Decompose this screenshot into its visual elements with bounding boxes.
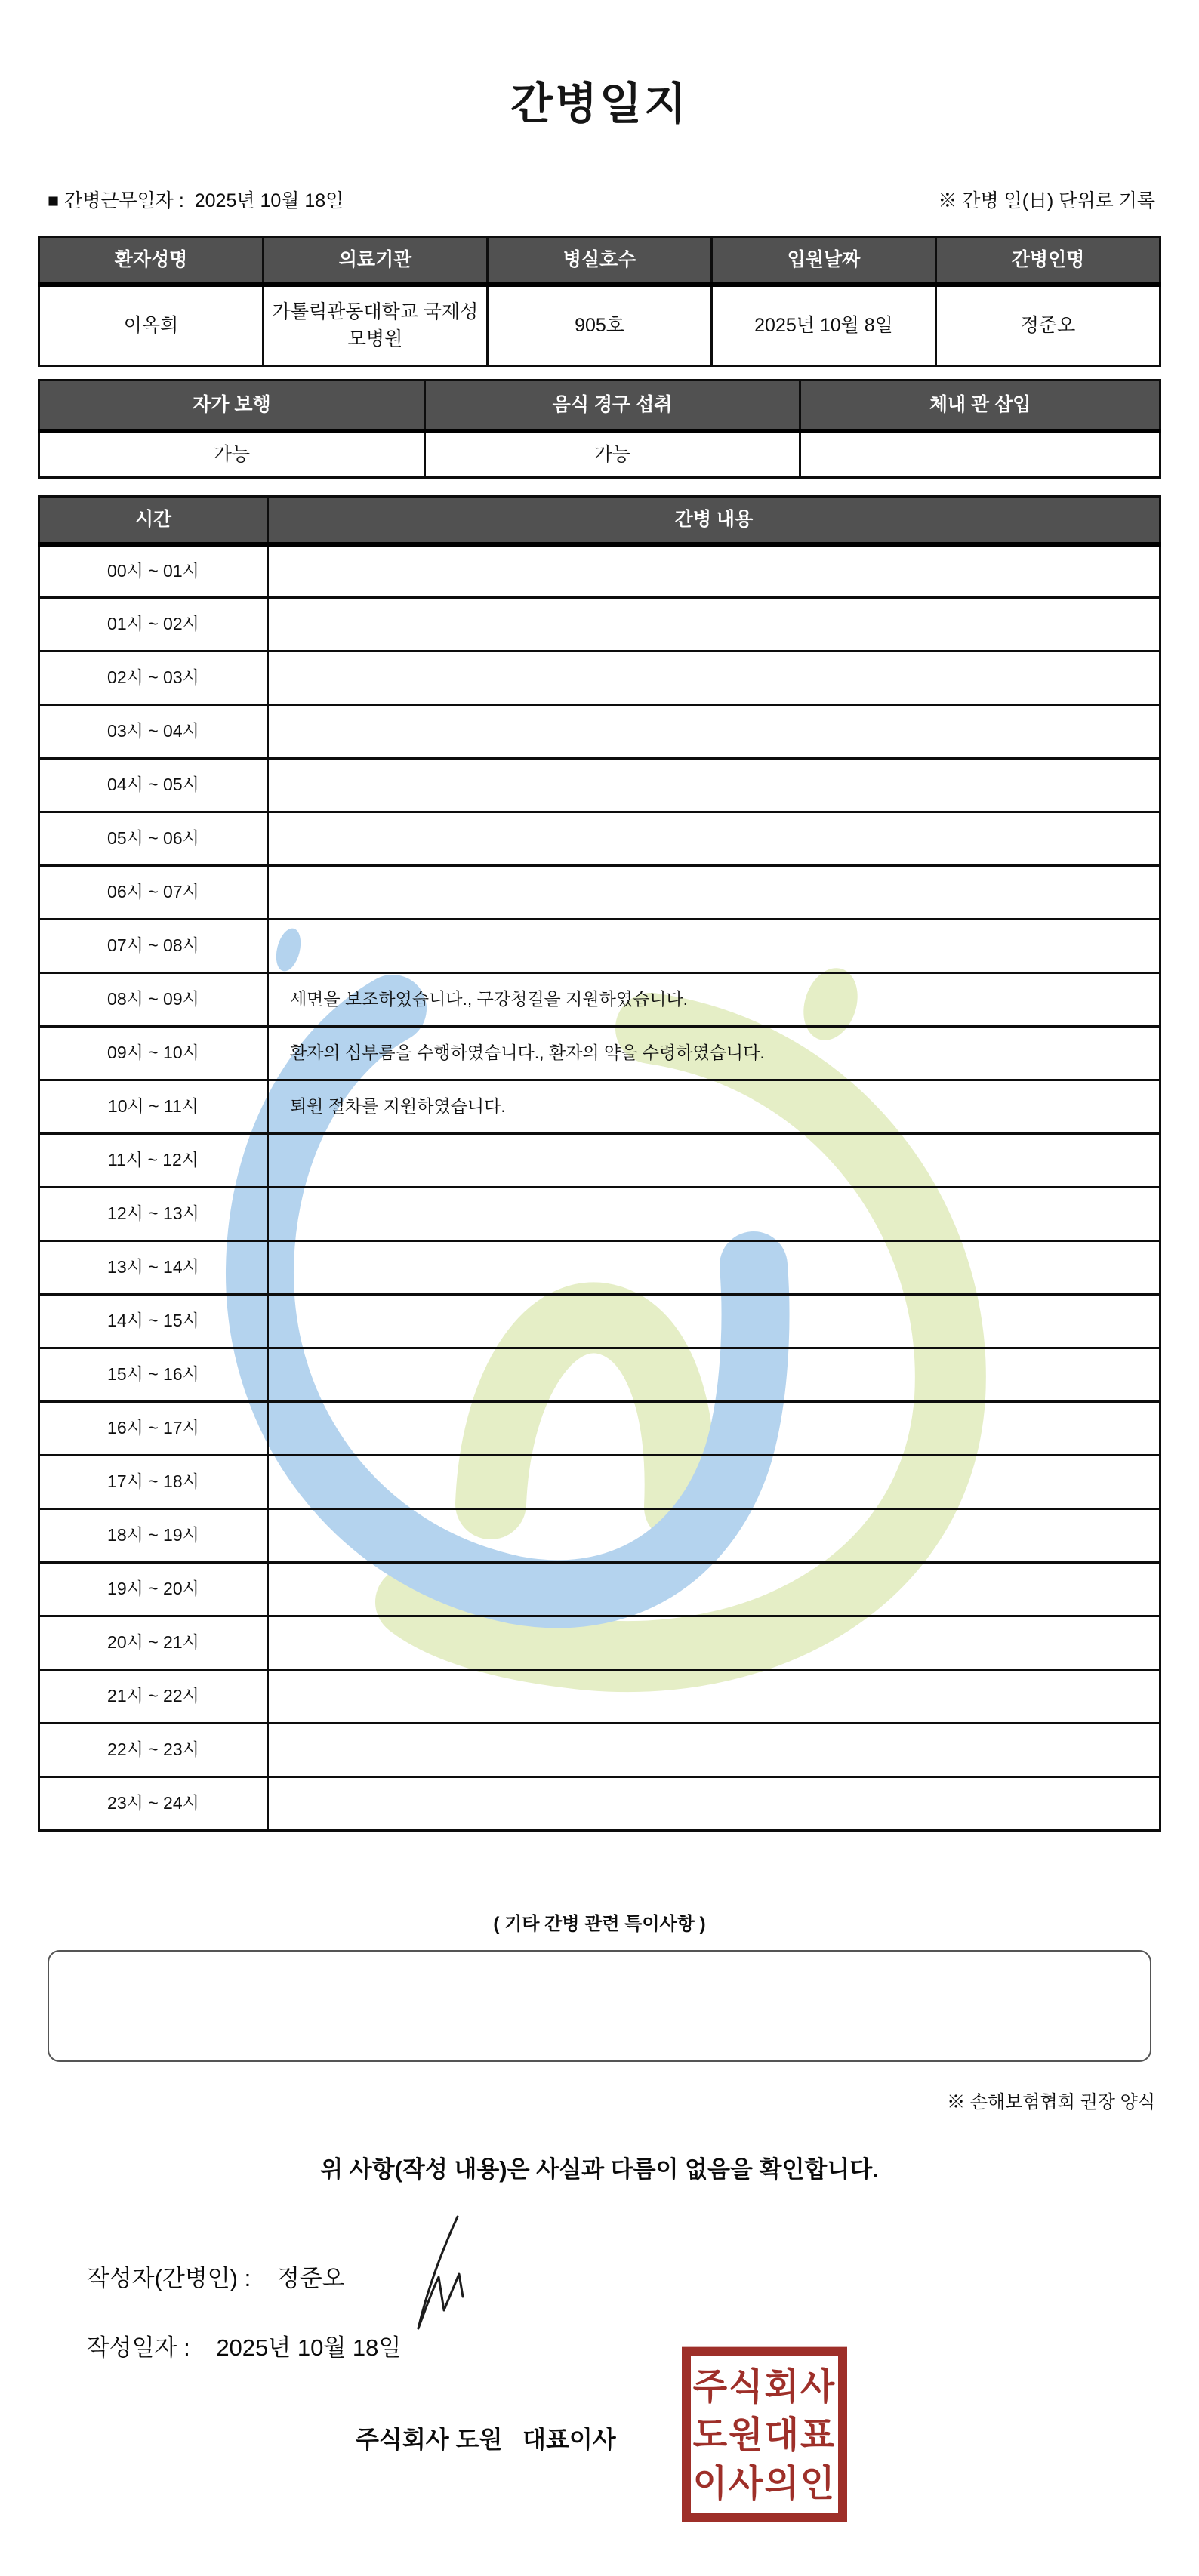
care-log-time: 02시 ~ 03시: [39, 652, 268, 705]
care-log-content: [267, 652, 1160, 705]
patient-info-value-row: [39, 285, 1160, 366]
col-header-time: 시간: [39, 497, 268, 544]
col-header-care-content: 간병 내용: [267, 497, 1160, 544]
care-log-time: 15시 ~ 16시: [39, 1348, 268, 1402]
written-date-line: [48, 2301, 401, 2390]
care-log-time: 14시 ~ 15시: [39, 1295, 268, 1348]
care-log-row: [39, 705, 1160, 759]
care-log-content: [267, 1670, 1160, 1724]
stamp-line: 주식회사: [692, 2365, 837, 2407]
care-work-date: ■ 간병근무일자 : 2025년 10월 18일: [48, 190, 344, 211]
care-log-row: [39, 812, 1160, 866]
care-log-row: [39, 1509, 1160, 1563]
care-log-content: [267, 1456, 1160, 1509]
care-log-time: 10시 ~ 11시: [39, 1080, 268, 1134]
medical-institution-value: 가톨릭관동대학교 국제성모병원: [264, 285, 488, 366]
care-log-content: [267, 544, 1160, 598]
care-log-content: [267, 1134, 1160, 1188]
patient-status-table: [38, 379, 1161, 479]
care-log-time: 07시 ~ 08시: [39, 920, 268, 973]
writer-name: 정준오: [276, 2265, 345, 2291]
care-log-time: 06시 ~ 07시: [39, 866, 268, 920]
care-log-time: 16시 ~ 17시: [39, 1402, 268, 1456]
care-log-content: [267, 598, 1160, 652]
care-log-time: 21시 ~ 22시: [39, 1670, 268, 1724]
care-log-row: [39, 866, 1160, 920]
care-log-time: 04시 ~ 05시: [39, 759, 268, 812]
care-log-content: [267, 1509, 1160, 1563]
oral-intake-value: 가능: [424, 431, 800, 478]
care-log-time: 09시 ~ 10시: [39, 1027, 268, 1080]
col-header-self-walking: 자가 보행: [39, 381, 425, 431]
meta-row: [48, 186, 1155, 213]
care-log-content: 퇴원 절차를 지원하였습니다.: [267, 1080, 1160, 1134]
care-log-row: [39, 1724, 1160, 1777]
care-log-time: 00시 ~ 01시: [39, 544, 268, 598]
patient-info-table: [38, 236, 1161, 367]
confirmation-statement: 위 사항(작성 내용)은 사실과 다름이 없음을 확인합니다.: [320, 2156, 879, 2183]
care-log-content: [267, 866, 1160, 920]
self-walking-value: 가능: [39, 431, 425, 478]
care-log-content: [267, 1724, 1160, 1777]
patient-name-value: 이옥희: [39, 285, 264, 366]
care-log-time: 12시 ~ 13시: [39, 1188, 268, 1241]
col-header-admission-date: 입원날짜: [712, 237, 936, 285]
care-log-time: 01시 ~ 02시: [39, 598, 268, 652]
care-log-time: 20시 ~ 21시: [39, 1616, 268, 1670]
status-value-row: [39, 431, 1160, 478]
care-log-row: [39, 1456, 1160, 1509]
care-log-row: [39, 920, 1160, 973]
col-header-patient-name: 환자성명: [39, 237, 264, 285]
care-log-row: [39, 1295, 1160, 1348]
care-log-header-row: [39, 497, 1160, 544]
written-date-label: 작성일자 :: [86, 2334, 197, 2361]
col-header-medical-institution: 의료기관: [264, 237, 488, 285]
care-log-content: [267, 1295, 1160, 1348]
care-log-content: [267, 920, 1160, 973]
care-log-content: [267, 1188, 1160, 1241]
care-log-time: 13시 ~ 14시: [39, 1241, 268, 1295]
col-header-room-number: 병실호수: [488, 237, 712, 285]
care-log-row: [39, 652, 1160, 705]
written-date-value: 2025년 10월 18일: [216, 2334, 402, 2361]
patient-info-header-row: [39, 237, 1160, 285]
care-log-content: [267, 1241, 1160, 1295]
care-log-row: [39, 1670, 1160, 1724]
care-log-row: [39, 973, 1160, 1027]
care-log-content: [267, 1777, 1160, 1831]
care-log-content: [267, 759, 1160, 812]
care-log-time: 19시 ~ 20시: [39, 1563, 268, 1616]
care-log-row: [39, 1348, 1160, 1402]
status-header-row: [39, 381, 1160, 431]
care-log-row: [39, 1188, 1160, 1241]
care-log-row: [39, 1027, 1160, 1080]
care-log-content: [267, 1402, 1160, 1456]
care-log-row: [39, 1402, 1160, 1456]
care-log-row: [39, 1616, 1160, 1670]
writer-label: 작성자(간병인) :: [86, 2265, 257, 2291]
company-ceo-line: 주식회사 도원 대표이사: [356, 2426, 616, 2453]
care-log-content: [267, 1616, 1160, 1670]
tube-insertion-value: [800, 431, 1160, 478]
care-log-content: [267, 1563, 1160, 1616]
care-log-time: 08시 ~ 09시: [39, 973, 268, 1027]
care-log-row: [39, 1134, 1160, 1188]
care-log-time: 11시 ~ 12시: [39, 1134, 268, 1188]
care-log-row: [39, 1563, 1160, 1616]
care-log-time: 23시 ~ 24시: [39, 1777, 268, 1831]
care-log-row: [39, 759, 1160, 812]
col-header-oral-intake: 음식 경구 섭취: [424, 381, 800, 431]
caregiver-name-value: 정준오: [936, 285, 1160, 366]
col-header-tube-insertion: 체내 관 삽입: [800, 381, 1160, 431]
care-log-time: 18시 ~ 19시: [39, 1509, 268, 1563]
insurance-form-note: ※ 손해보험협회 권장 양식: [947, 2092, 1155, 2112]
care-log-time: 22시 ~ 23시: [39, 1724, 268, 1777]
care-log-time: 17시 ~ 18시: [39, 1456, 268, 1509]
special-notes-box: [48, 1950, 1151, 2062]
care-log-row: [39, 598, 1160, 652]
care-log-content: 세면을 보조하였습니다., 구강청결을 지원하였습니다.: [267, 973, 1160, 1027]
care-log-content: [267, 812, 1160, 866]
daily-unit-note: ※ 간병 일(日) 단위로 기록: [938, 190, 1155, 211]
care-log-row: [39, 1241, 1160, 1295]
stamp-line: 이사의인: [692, 2461, 837, 2504]
care-log-row: [39, 1080, 1160, 1134]
special-notes-title: ( 기타 간병 관련 특이사항 ): [493, 1914, 706, 1934]
caregiver-signature: [393, 2211, 506, 2335]
care-log-content: [267, 705, 1160, 759]
care-log-row: [39, 544, 1160, 598]
corporate-seal-stamp: [682, 2347, 847, 2522]
room-number-value: 905호: [488, 285, 712, 366]
page-title: 간병일지: [510, 79, 689, 128]
stamp-line: 도원대표: [692, 2413, 837, 2455]
care-log-time: 03시 ~ 04시: [39, 705, 268, 759]
care-log-content: [267, 1348, 1160, 1402]
care-log-time: 05시 ~ 06시: [39, 812, 268, 866]
col-header-caregiver-name: 간병인명: [936, 237, 1160, 285]
care-log-table: [38, 495, 1161, 1832]
care-log-content: 환자의 심부름을 수행하였습니다., 환자의 약을 수령하였습니다.: [267, 1027, 1160, 1080]
admission-date-value: 2025년 10월 8일: [712, 285, 936, 366]
care-log-row: [39, 1777, 1160, 1831]
